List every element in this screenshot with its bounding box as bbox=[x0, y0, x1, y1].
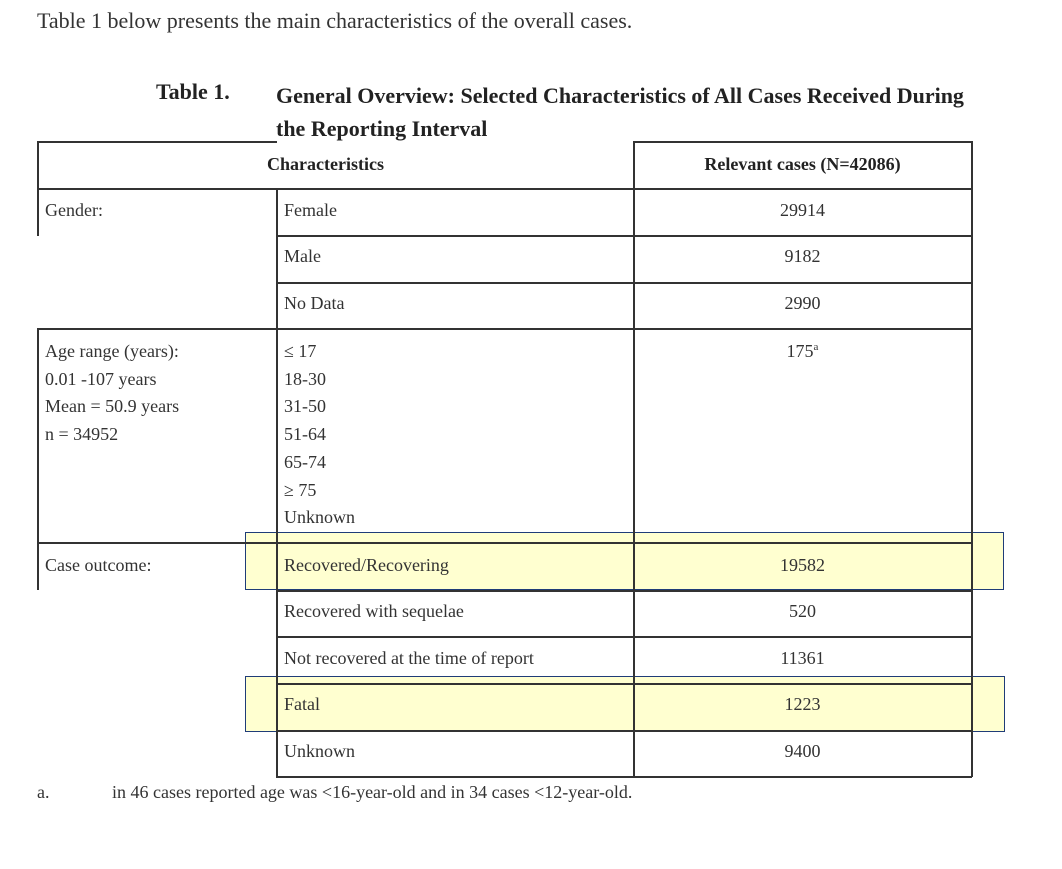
age-range-4: 51-64 bbox=[284, 424, 326, 444]
outcome-fatal-value: 1223 bbox=[784, 694, 821, 714]
age-value bbox=[634, 337, 971, 365]
gender-label: Gender: bbox=[45, 200, 103, 220]
age-label-line-2: 0.01 -107 years bbox=[45, 369, 157, 389]
outcome-sequelae-value: 520 bbox=[789, 601, 816, 621]
age-range-7: Unknown bbox=[284, 507, 355, 527]
age-range-2: 18-30 bbox=[284, 369, 326, 389]
age-range-6: ≥ 75 bbox=[284, 480, 317, 500]
gender-female-label: Female bbox=[284, 200, 337, 220]
header-relevant-cases: Relevant cases (N=42086) bbox=[704, 154, 901, 174]
age-range-3: 31-50 bbox=[284, 396, 326, 416]
age-label-line-4: n = 34952 bbox=[45, 424, 119, 444]
gender-nodata-value: 2990 bbox=[784, 293, 821, 313]
gender-male-value: 9182 bbox=[784, 246, 821, 266]
intro-paragraph: Table 1 below presents the main characteristics of the overall cases. bbox=[37, 8, 633, 33]
footnote-mark: a. bbox=[37, 782, 50, 802]
age-range-1: ≤ 17 bbox=[284, 341, 317, 361]
age-label-line-1: Age range (years): bbox=[45, 341, 179, 361]
outcome-not-recovered-value: 11361 bbox=[780, 648, 825, 668]
footnote-text: in 46 cases reported age was <16-year-old and in 34 cases <12-year-old. bbox=[112, 782, 633, 802]
age-range-5: 65-74 bbox=[284, 452, 326, 472]
table-caption-title: General Overview: Selected Characteristics of All Cases Received During the Reporting Interval bbox=[276, 83, 964, 141]
outcome-fatal-label: Fatal bbox=[284, 694, 320, 714]
gender-female-value: 29914 bbox=[780, 200, 825, 220]
gender-nodata-label: No Data bbox=[284, 293, 345, 313]
gender-male-label: Male bbox=[284, 246, 321, 266]
outcome-unknown-value: 9400 bbox=[784, 741, 821, 761]
outcome-recovered-value: 19582 bbox=[780, 555, 825, 575]
age-label-line-3: Mean = 50.9 years bbox=[45, 396, 180, 416]
header-characteristics: Characteristics bbox=[267, 154, 384, 174]
age-value-footnote-mark: a bbox=[813, 341, 819, 353]
outcome-sequelae-label: Recovered with sequelae bbox=[284, 601, 464, 621]
age-value-number: 175 bbox=[786, 341, 814, 361]
table-caption-label: Table 1. bbox=[156, 79, 230, 104]
outcome-recovered-label: Recovered/Recovering bbox=[284, 555, 449, 575]
outcome-unknown-label: Unknown bbox=[284, 741, 355, 761]
outcome-not-recovered-label: Not recovered at the time of report bbox=[284, 648, 534, 668]
outcome-label: Case outcome: bbox=[45, 555, 152, 575]
